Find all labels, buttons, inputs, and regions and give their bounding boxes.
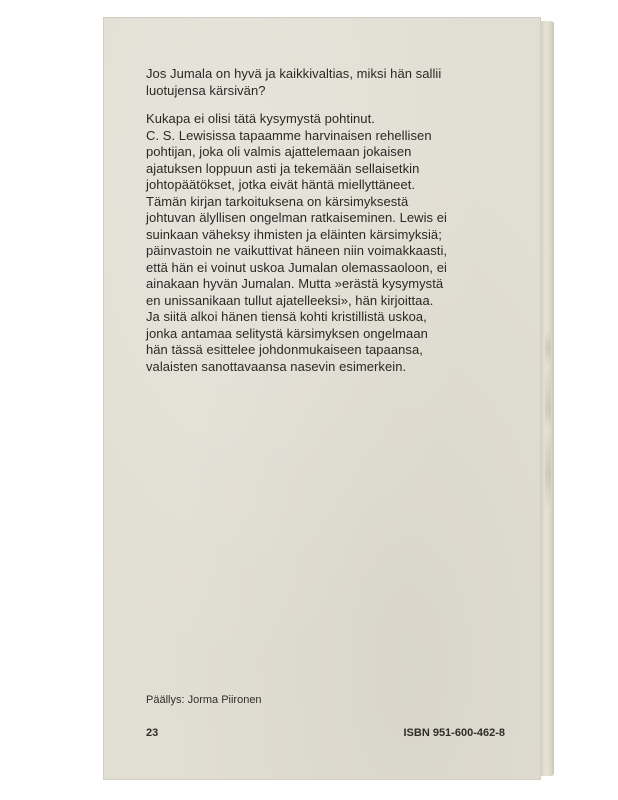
blurb-line: Ja siitä alkoi hänen tiensä kohti kristillistä uskoa, (146, 309, 427, 324)
blurb-line: jonka antamaa selitystä kärsimyksen ongelmaan (146, 325, 428, 341)
isbn-number: ISBN 951-600-462-8 (403, 727, 505, 739)
blurb-line: että hän ei voinut uskoa Jumalan olemassaoloon, ei (146, 259, 447, 275)
blurb-line: hän tässä esittelee johdonmukaiseen tapaansa, (146, 342, 423, 357)
blurb-body (146, 111, 518, 375)
blurb-line: johtopäätökset, jotka eivät häntä miellyttäneet. (146, 177, 416, 192)
blurb-line: Tämän kirjan tarkoituksena on kärsimyksestä (146, 193, 409, 209)
blurb-line: Kukapa ei olisi tätä kysymystä pohtinut. (146, 111, 375, 126)
blurb-line: en unissanikaan tullut ajatelleeksi», hän kirjoittaa. (146, 292, 434, 308)
blurb-line: valaisten sanottavaansa nasevin esimerkein. (146, 358, 407, 374)
blurb-line: suinkaan väheksy ihmisten ja eläinten kärsimyksiä; (146, 226, 442, 242)
cover-design-credit: Päällys: Jorma Piironen (146, 694, 262, 706)
blurb-line: C. S. Lewisissa tapaamme harvinaisen rehellisen (146, 127, 432, 143)
blurb-line: ainakaan hyvän Jumalan. Mutta »erästä kysymystä (146, 276, 444, 291)
blurb-line: Jos Jumala on hyvä ja kaikkivaltias, miksi hän sallii (146, 66, 442, 81)
blurb-line: pohtijan, joka oli valmis ajattelemaan jokaisen (146, 144, 412, 159)
blurb-line: ajatuksen loppuun asti ja tekemään sellaisetkin (146, 160, 420, 176)
series-number: 23 (146, 727, 159, 739)
blurb-line: johtuvan älyllisen ongelman ratkaiseminen. Lewis ei (146, 210, 447, 225)
blurb-line: luotujensa kärsivän? (146, 82, 266, 98)
blurb-question (146, 66, 518, 99)
spine-lettering-shadow (545, 330, 551, 510)
cover-blurb (146, 66, 518, 375)
blurb-line: päinvastoin ne vaikuttivat häneen niin voimakkaasti, (146, 243, 448, 258)
